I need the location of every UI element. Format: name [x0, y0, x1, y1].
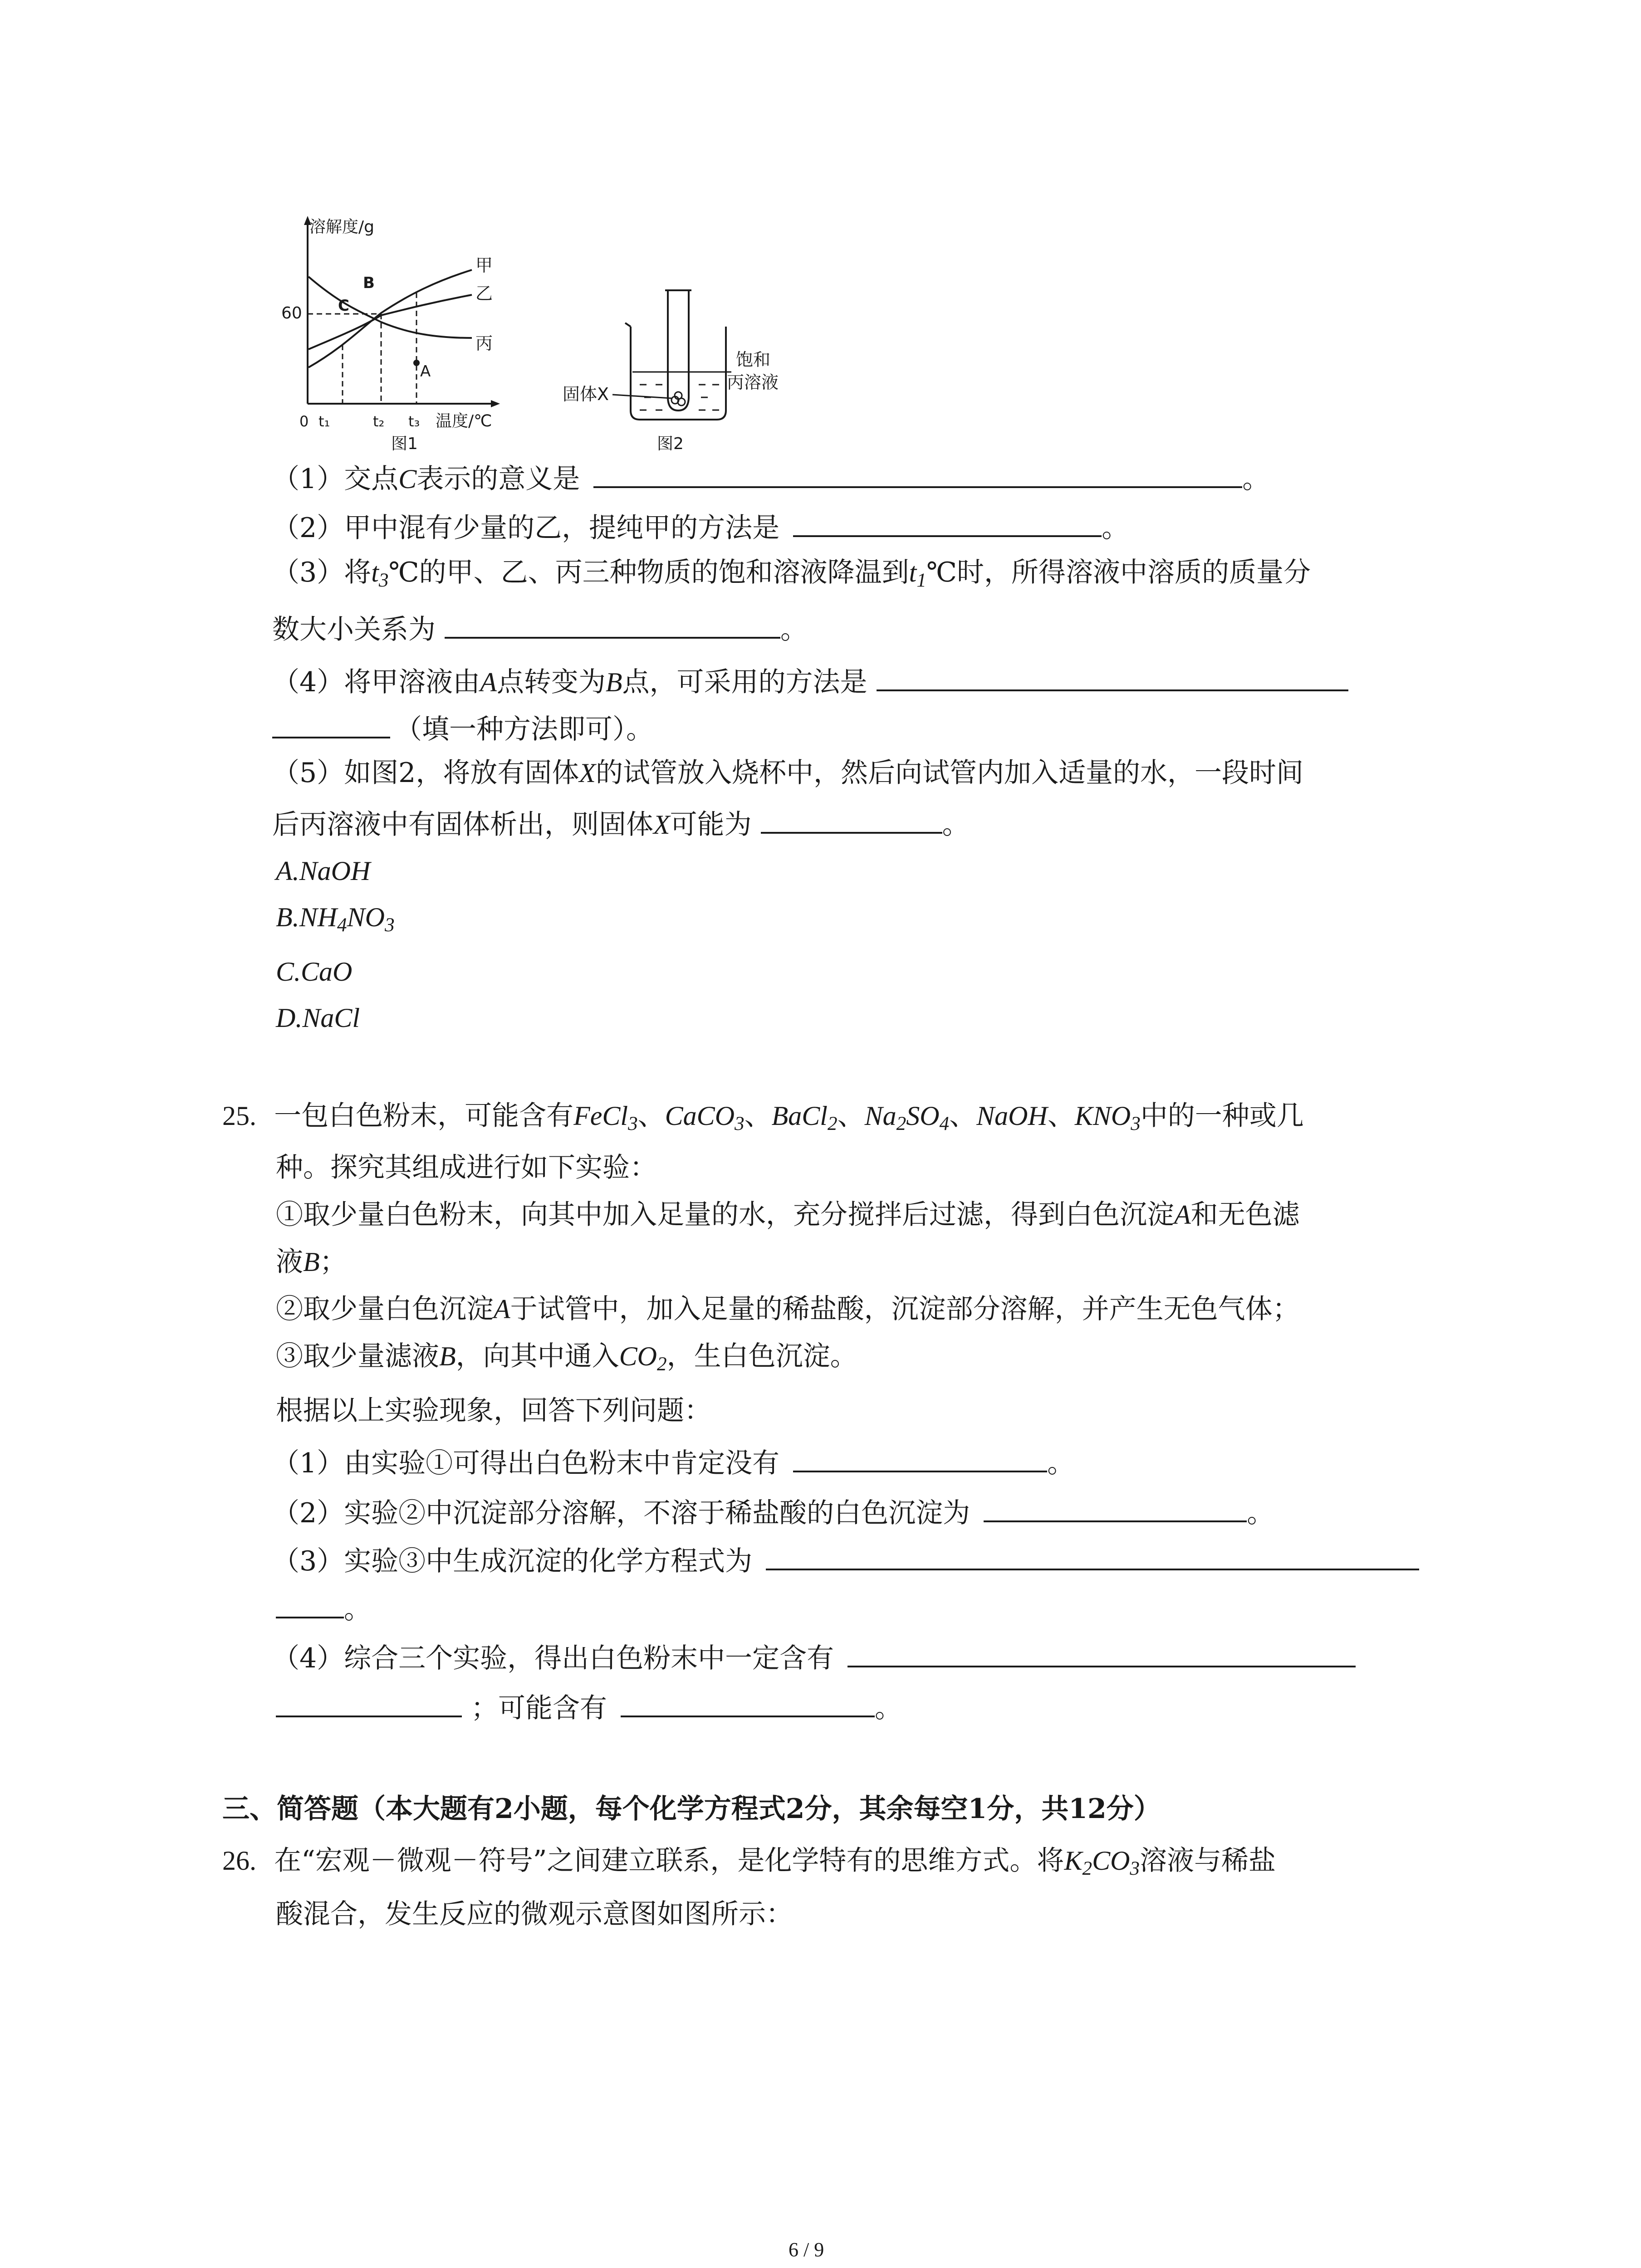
q26-line2: 酸混合，发生反应的微观示意图如图所示：: [276, 1898, 793, 1930]
saturated-label: 饱和: [736, 350, 771, 370]
x-tick-0: 0: [299, 413, 309, 430]
solubility-chart: [272, 213, 526, 458]
curve-label-jia: 甲: [475, 255, 493, 275]
x-axis-label: 温度/℃: [436, 412, 492, 430]
q25-part2: （2）实验②中沉淀部分溶解，不溶于稀盐酸的白色沉淀为 。: [272, 1497, 1274, 1529]
q25-exp3: ③取少量滤液B，向其中通入$CO_2$，生白色沉淀。: [276, 1340, 857, 1375]
y-tick-60: 60: [281, 304, 302, 323]
q24-part4-line1: （4）将甲溶液由A点转变为B点，可采用的方法是: [272, 666, 1348, 696]
q24-part3-line2: 数大小关系为 。: [272, 614, 808, 645]
answer-blank-2[interactable]: [793, 512, 1102, 537]
option-a[interactable]: A.NaOH: [276, 856, 371, 886]
q25-part3-line1: （3）实验③中生成沉淀的化学方程式为: [272, 1545, 1419, 1575]
q25-intro: 根据以上实验现象，回答下列问题：: [276, 1395, 711, 1427]
answer-blank-4a[interactable]: [877, 666, 1348, 691]
question-number: 25.: [222, 1101, 256, 1131]
point-label-a: A: [420, 362, 431, 381]
answer-blank-25-4c[interactable]: [621, 1692, 875, 1717]
q25-line2: 种。探究其组成进行如下实验：: [276, 1152, 657, 1183]
q24-part5-line2: 后丙溶液中有固体析出，则固体X可能为 。: [272, 809, 970, 841]
q25-exp1-line2: 液B；: [276, 1246, 347, 1278]
answer-blank-4b[interactable]: [272, 713, 390, 738]
answer-blank-5[interactable]: [761, 808, 942, 834]
solid-x-label: 固体X: [563, 384, 609, 404]
figure2-caption: 图2: [657, 435, 684, 453]
answer-blank-25-4a[interactable]: [847, 1642, 1356, 1667]
q24-part5-line1: （5）如图2，将放有固体X的试管放入烧杯中，然后向试管内加入适量的水，一段时间: [272, 757, 1304, 789]
option-d[interactable]: D.NaCl: [276, 1003, 360, 1033]
option-b[interactable]: $B.NH_4NO_3$: [276, 902, 395, 936]
q25-line1: 25. 一包白色粉末，可能含有FeCl$_3$、CaCO$_3$、BaCl$_2$、$Na_2SO_4$、NaOH、$KNO_3$中的一种或几: [222, 1100, 1304, 1134]
point-label-b: B: [363, 274, 375, 292]
x-tick-t2: t₂: [373, 413, 385, 430]
y-axis-label: 溶解度/g: [309, 218, 374, 236]
q24-part3-line1: （3）将$t_3℃$的甲、乙、丙三种物质的饱和溶液降温到$t_1℃$时，所得溶液中溶质的质量分: [272, 557, 1311, 591]
q25-part4-line1: （4）综合三个实验，得出白色粉末中一定含有: [272, 1642, 1356, 1672]
section-3-title: 三、简答题（本大题有2小题，每个化学方程式2分，其余每空1分，共12分）: [222, 1793, 1161, 1825]
answer-blank-25-2[interactable]: [984, 1497, 1247, 1522]
curve-label-bing: 丙: [475, 333, 493, 353]
x-tick-t3: t₃: [408, 413, 420, 430]
question-number: 26.: [222, 1846, 256, 1876]
answer-blank-25-3a[interactable]: [766, 1545, 1419, 1570]
q24-part4-line2: （填一种方法即可）。: [272, 713, 653, 743]
answer-blank-1[interactable]: [593, 463, 1242, 488]
answer-blank-25-4b[interactable]: [276, 1692, 462, 1717]
curve-label-yi: 乙: [475, 284, 493, 303]
q25-exp1-line1: ①取少量白色粉末，向其中加入足量的水，充分搅拌后过滤，得到白色沉淀A和无色滤: [276, 1199, 1300, 1231]
figure1-caption: 图1: [391, 435, 418, 453]
q24-part2: （2）甲中混有少量的乙，提纯甲的方法是 。: [272, 512, 1129, 544]
x-tick-t1: t₁: [318, 413, 330, 430]
bing-solution-label: 丙溶液: [727, 372, 779, 392]
q26-line1: 26. 在“宏观－微观－符号”之间建立联系，是化学特有的思维方式。将$K_2CO_3$溶液与稀盐: [222, 1845, 1276, 1879]
answer-blank-25-1[interactable]: [793, 1447, 1047, 1472]
answer-blank-25-3b[interactable]: [276, 1593, 344, 1618]
option-c[interactable]: C.CaO: [276, 957, 353, 987]
q25-part4-line2: ；可能含有 。: [276, 1692, 902, 1722]
q24-part1: （1）交点C表示的意义是 。: [272, 463, 1270, 495]
q25-exp2: ②取少量白色沉淀A于试管中，加入足量的稀盐酸，沉淀部分溶解，并产生无色气体；: [276, 1293, 1300, 1325]
beaker-diagram: [563, 281, 798, 458]
q25-part1: （1）由实验①可得出白色粉末中肯定没有 。: [272, 1447, 1075, 1479]
answer-blank-3[interactable]: [445, 613, 780, 639]
point-label-c: C: [338, 297, 349, 315]
q25-part3-line2: 。: [276, 1593, 371, 1623]
page-number: 6 / 9: [789, 2239, 824, 2261]
